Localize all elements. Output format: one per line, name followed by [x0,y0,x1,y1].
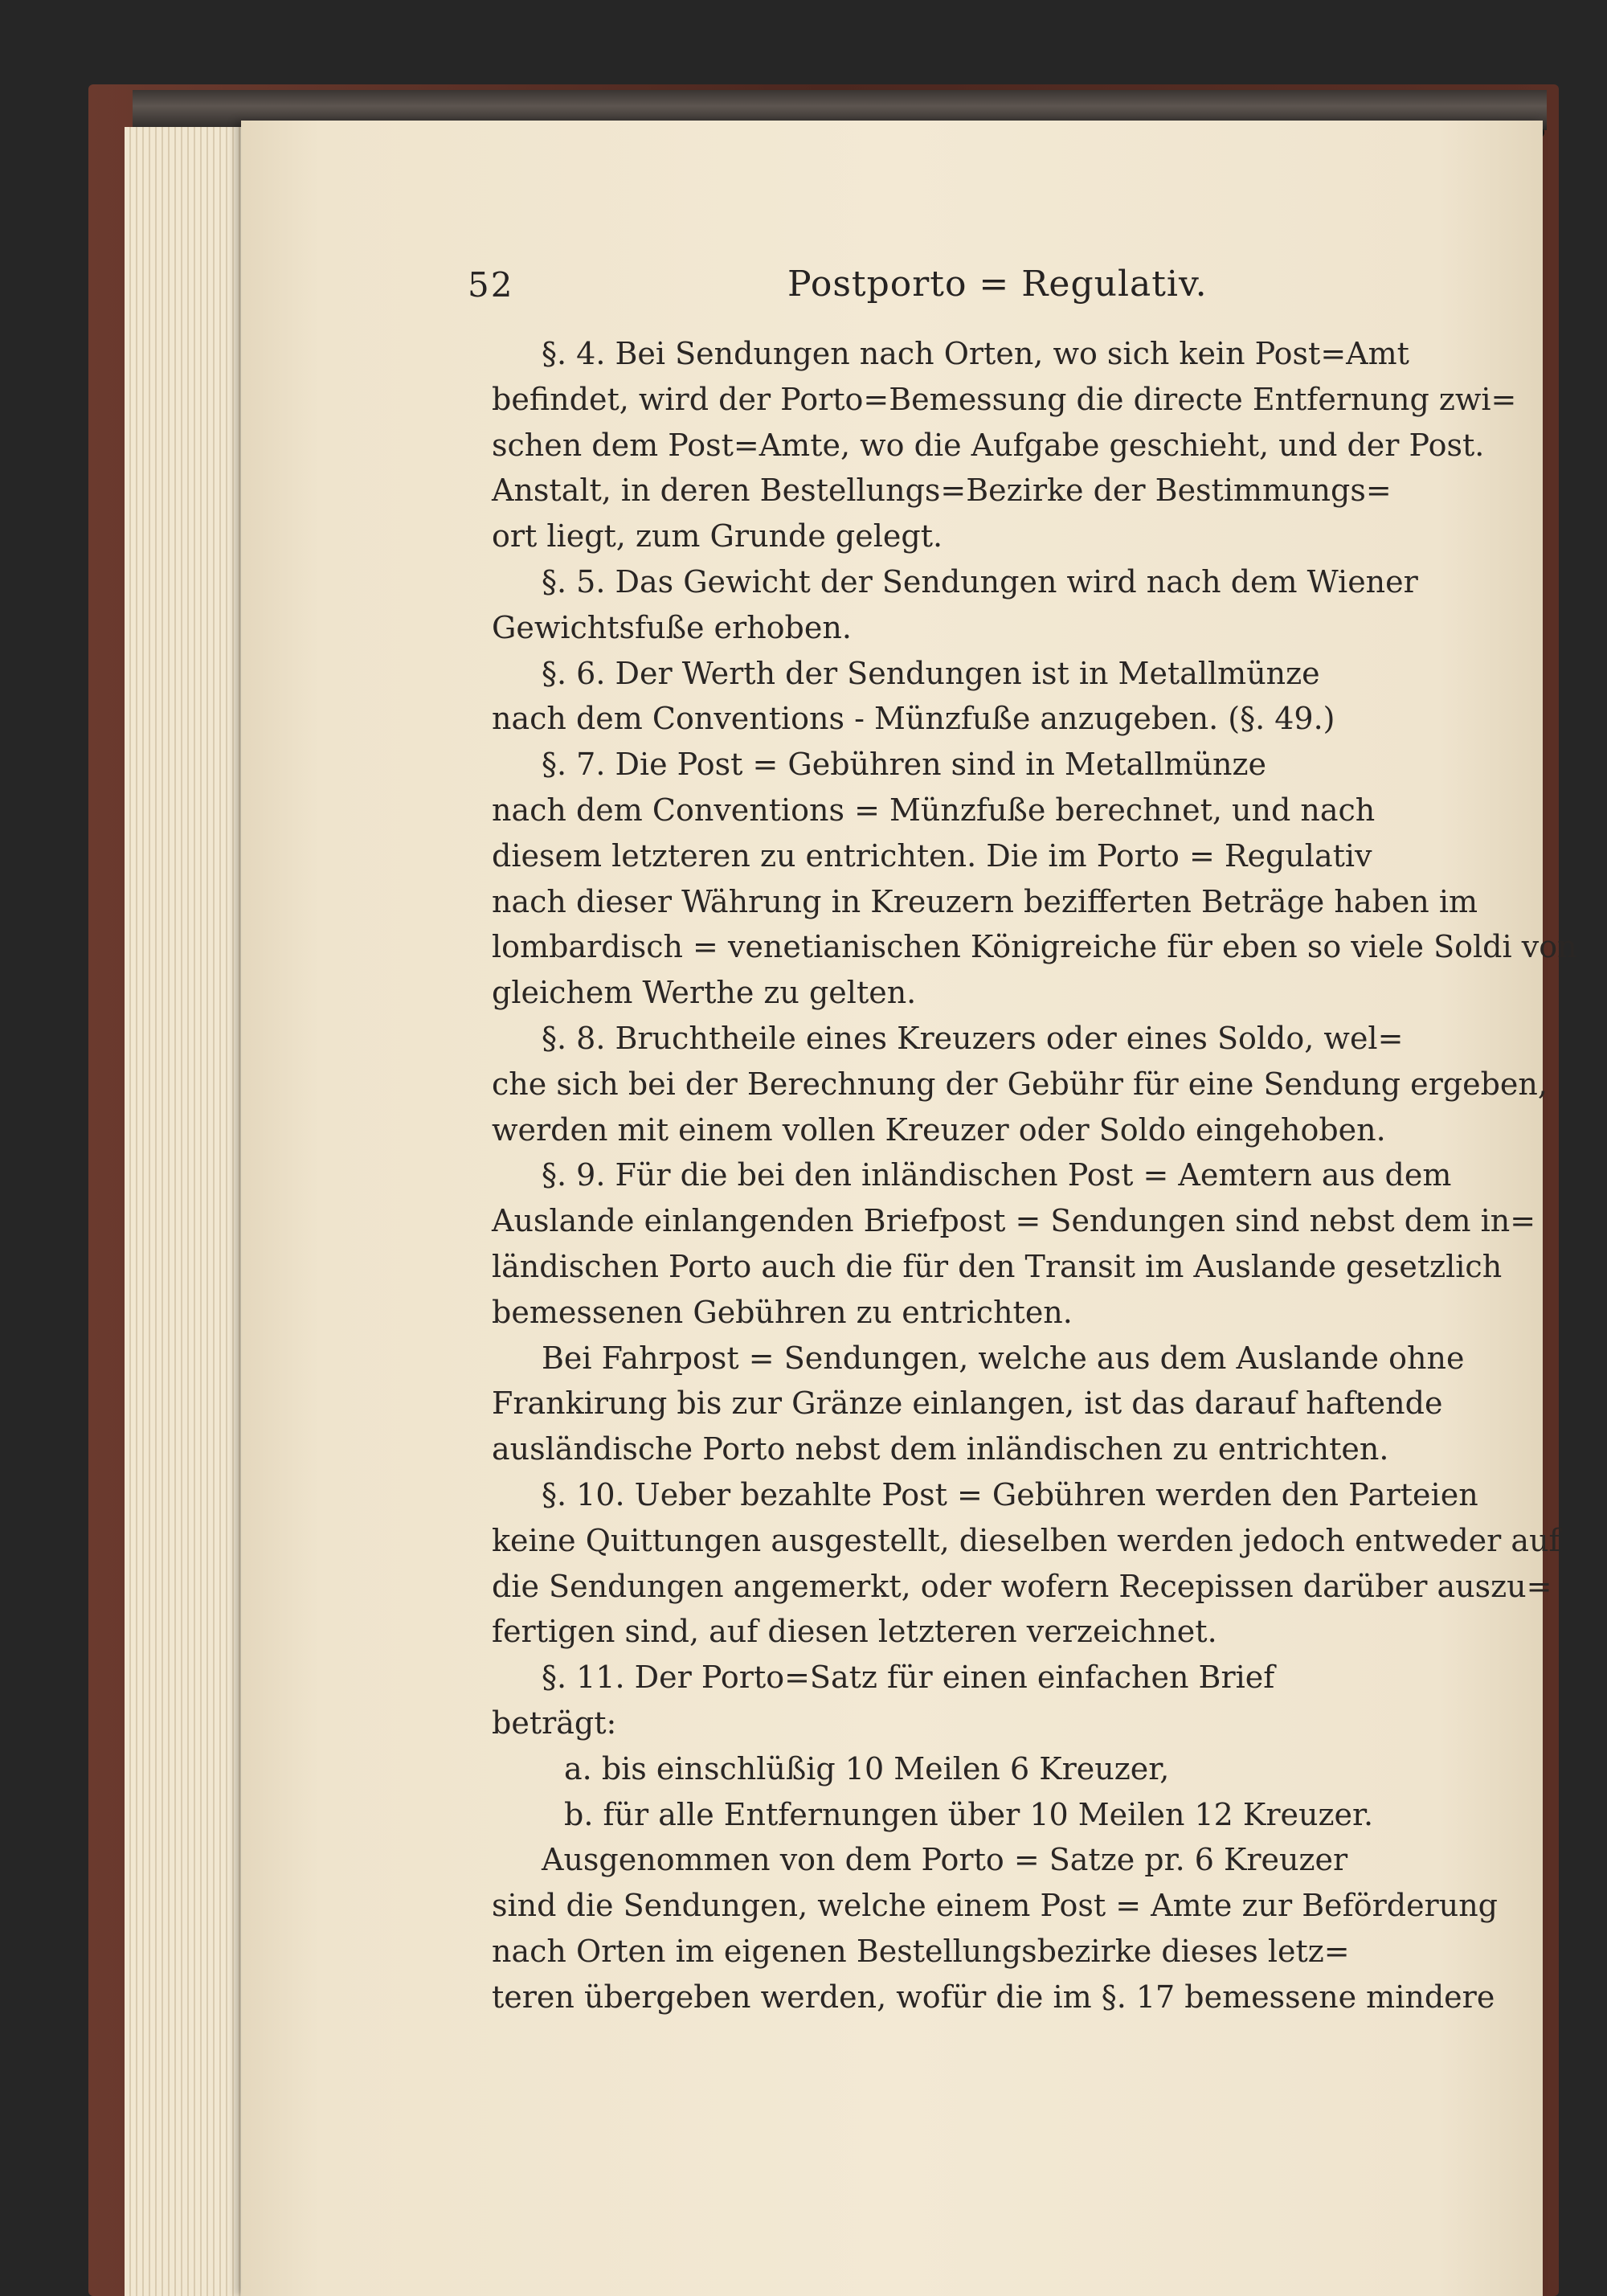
text-line: Bei Fahrpost = Sendungen, welche aus dem Auslande ohne [542,1340,1465,1376]
text-line: ort liegt, zum Grunde gelegt. [492,518,943,555]
text-line: schen dem Post=Amte, wo die Aufgabe geschieht, und der Post. [492,427,1485,463]
text-line: Anstalt, in deren Bestellungs=Bezirke der Bestimmungs= [492,473,1392,509]
text-line: teren übergeben werden, wofür die im §. 17 bemessene mindere [492,1979,1495,2015]
text-line: nach Orten im eigenen Bestellungsbezirke dieses letz= [492,1933,1350,1969]
text-line: ländischen Porto auch die für den Transit im Auslande gesetzlich [492,1248,1503,1284]
page-edges [125,127,253,2296]
text-line: §. 9. Für die bei den inländischen Post = Aemtern aus dem [542,1157,1452,1193]
running-title: Postporto = Regulativ. [787,264,1208,305]
text-line: Ausgenommen von dem Porto = Satze pr. 6 Kreuzer [542,1842,1348,1878]
page-number: 52 [468,265,514,305]
text-line: §. 8. Bruchtheile eines Kreuzers oder eines Soldo, wel= [542,1020,1404,1056]
text-line: nach dem Conventions - Münzfuße anzugeben. (§. 49.) [492,701,1335,737]
text-line: §. 11. Der Porto=Satz für einen einfachen Brief [542,1660,1275,1696]
list-item: b. für alle Entfernungen über 10 Meilen 12 Kreuzer. [564,1796,1374,1832]
text-line: Gewichtsfuße erhoben. [492,609,852,645]
text-line: sind die Sendungen, welche einem Post = Amte zur Beförderung [492,1888,1498,1924]
text-line: werden mit einem vollen Kreuzer oder Soldo eingehoben. [492,1111,1386,1148]
text-line: Frankirung bis zur Gränze einlangen, ist das darauf haftende [492,1385,1443,1422]
text-line: bemessenen Gebühren zu entrichten. [492,1294,1073,1330]
text-line: gleichem Werthe zu gelten. [492,975,917,1011]
text-line: ausländische Porto nebst dem inländischen zu entrichten. [492,1431,1389,1467]
body-text [492,331,1577,2020]
text-line: §. 4. Bei Sendungen nach Orten, wo sich kein Post=Amt [542,336,1409,371]
text-line: §. 5. Das Gewicht der Sendungen wird nach dem Wiener [542,563,1418,600]
text-line: lombardisch = venetianischen Königreiche für eben so viele Soldi von [492,929,1577,965]
text-line: keine Quittungen ausgestellt, dieselben werden jedoch entweder auf [492,1522,1560,1558]
text-line: Auslande einlangenden Briefpost = Sendungen sind nebst dem in= [492,1203,1536,1239]
text-line: §. 10. Ueber bezahlte Post = Gebühren werden den Parteien [542,1476,1478,1512]
text-line: nach dieser Währung in Kreuzern bezifferten Beträge haben im [492,883,1478,919]
list-item: a. bis einschlüßig 10 Meilen 6 Kreuzer, [564,1750,1170,1786]
text-line: §. 6. Der Werth der Sendungen ist in Metallmünze [542,655,1320,691]
text-line: fertigen sind, auf diesen letzteren verzeichnet. [492,1614,1217,1650]
text-line: beträgt: [492,1705,617,1741]
text-line: che sich bei der Berechnung der Gebühr für eine Sendung ergeben, [492,1066,1548,1102]
text-line: nach dem Conventions = Münzfuße berechnet, und nach [492,792,1376,828]
text-line: §. 7. Die Post = Gebühren sind in Metallmünze [542,747,1267,783]
text-line: befindet, wird der Porto=Bemessung die directe Entfernung zwi= [492,381,1517,417]
text-line: diesem letzteren zu entrichten. Die im Porto = Regulativ [492,837,1372,874]
text-line: die Sendungen angemerkt, oder wofern Recepissen darüber auszu= [492,1568,1552,1604]
